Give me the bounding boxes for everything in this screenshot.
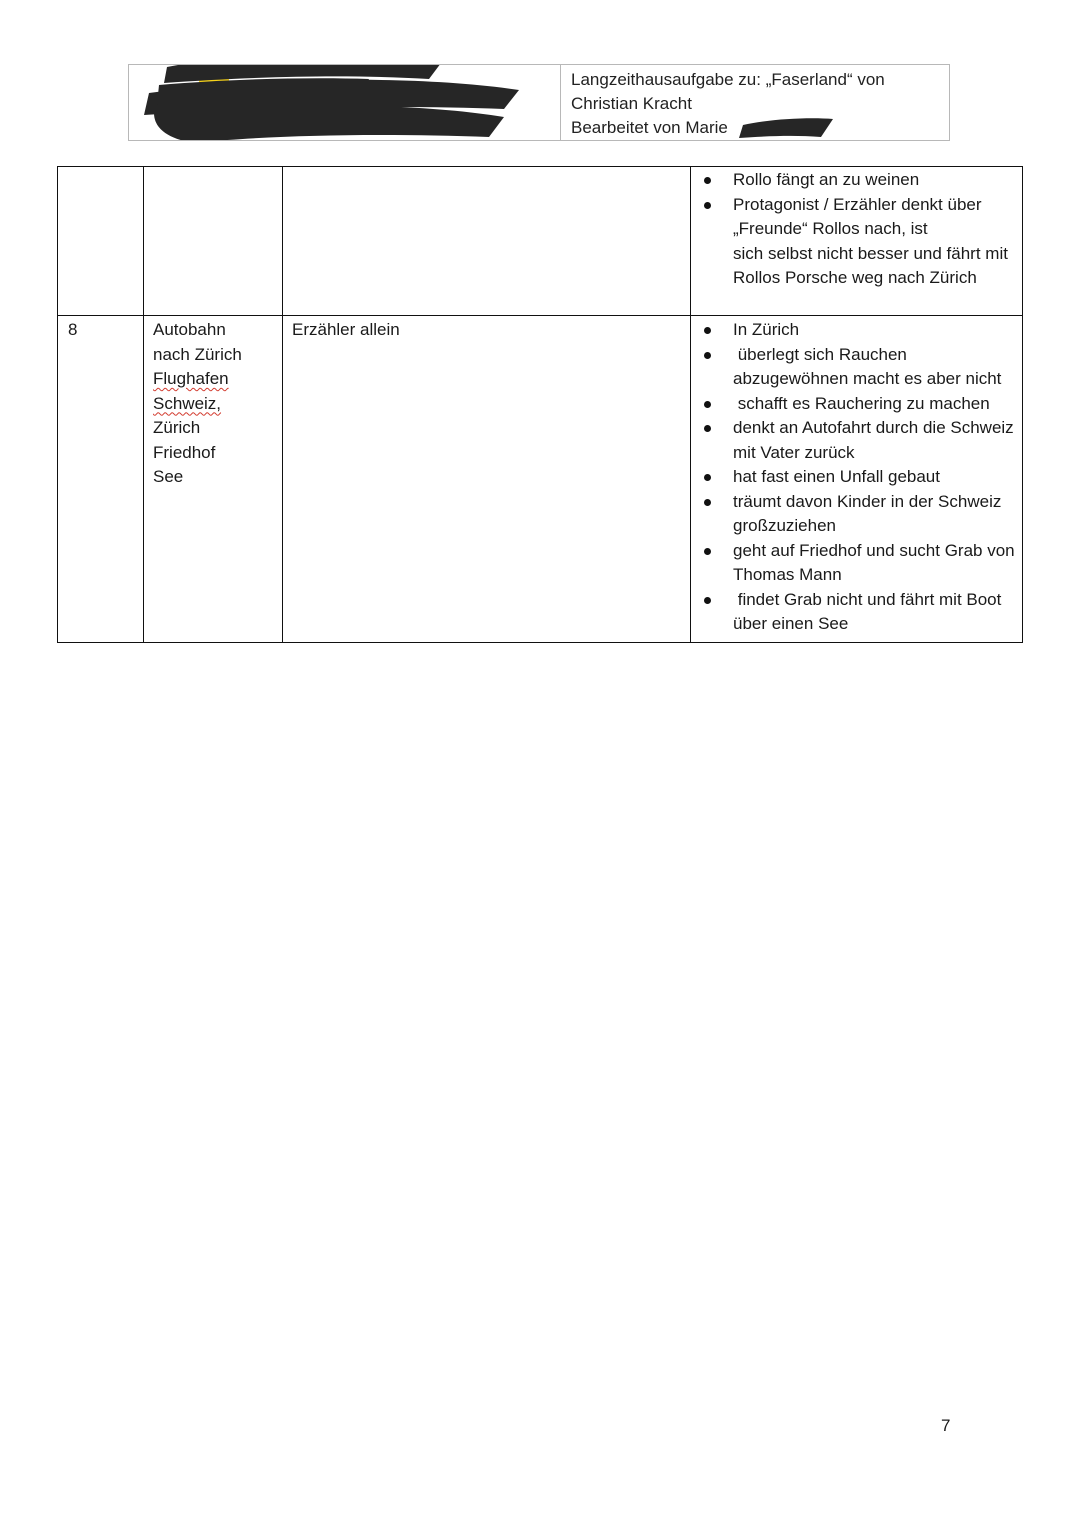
spellcheck-word: Schweiz, (153, 393, 222, 413)
event-item (691, 168, 1018, 193)
author-label: Bearbeitet von Marie (571, 118, 728, 137)
place-line (153, 367, 282, 392)
scene-number-cell (58, 167, 144, 316)
event-item (691, 392, 1018, 417)
event-item (691, 539, 1018, 588)
event-line: Rollo fängt an zu weinen (733, 170, 920, 189)
place-cell (144, 316, 283, 643)
event-line: geht auf Friedhof und sucht Grab von (733, 540, 1015, 560)
scene-number-cell: 8 (58, 316, 144, 643)
header-title-line: Christian Kracht (571, 94, 692, 113)
event-item (691, 588, 1018, 637)
event-item (691, 318, 1018, 343)
place-line: Autobahn (153, 320, 226, 339)
events-list (691, 168, 1018, 291)
event-line: schafft es Rauchering zu machen (733, 393, 990, 413)
event-line: großzuziehen (733, 516, 837, 535)
event-line: über einen See (733, 614, 849, 633)
event-line: findet Grab nicht und fährt mit Boot (733, 589, 1002, 609)
event-line: „Freunde“ Rollos nach, ist (733, 219, 928, 238)
table-row (58, 167, 1023, 316)
persons-cell: Erzähler allein (283, 316, 691, 643)
header-title-line: Langzeithausaufgabe zu: „Faserland“ von (571, 70, 885, 89)
document-header (128, 64, 950, 141)
page-number: 7 (941, 1416, 951, 1435)
name-redaction (739, 117, 835, 139)
event-item (691, 343, 1018, 392)
event-line: Rollos Porsche weg nach Zürich (733, 268, 977, 287)
spellcheck-word: Flughafen (153, 369, 229, 388)
place-line: See (153, 467, 184, 486)
place-line (153, 392, 282, 417)
event-line: mit Vater zurück (733, 442, 855, 462)
place-cell (144, 167, 283, 316)
event-item (691, 465, 1018, 490)
event-line: überlegt sich Rauchen (733, 344, 907, 364)
event-line: träumt davon Kinder in der Schweiz (733, 491, 1002, 511)
redacted-logo-area (129, 65, 561, 140)
event-line: Protagonist / Erzähler denkt über (733, 194, 982, 214)
place-line: nach Zürich (153, 344, 242, 364)
event-line: abzugewöhnen macht es aber nicht (733, 369, 1002, 388)
header-title-line (571, 116, 949, 140)
event-item (691, 193, 1018, 291)
place-line: Zürich (153, 418, 201, 437)
events-cell (691, 167, 1023, 316)
event-line: sich selbst nicht besser und fährt mit (733, 243, 1008, 263)
event-item (691, 490, 1018, 539)
place-line: Friedhof (153, 442, 216, 462)
scene-table (57, 166, 1023, 643)
event-item (691, 416, 1018, 465)
event-line: hat fast einen Unfall gebaut (733, 467, 940, 486)
table-row (58, 316, 1023, 643)
event-line: denkt an Autofahrt durch die Schweiz (733, 418, 1014, 437)
events-list (691, 317, 1018, 637)
persons-cell (283, 167, 691, 316)
redaction-scribble (129, 65, 560, 140)
event-line: In Zürich (733, 320, 800, 339)
event-line: Thomas Mann (733, 565, 842, 584)
events-cell (691, 316, 1023, 643)
header-title (561, 65, 949, 140)
